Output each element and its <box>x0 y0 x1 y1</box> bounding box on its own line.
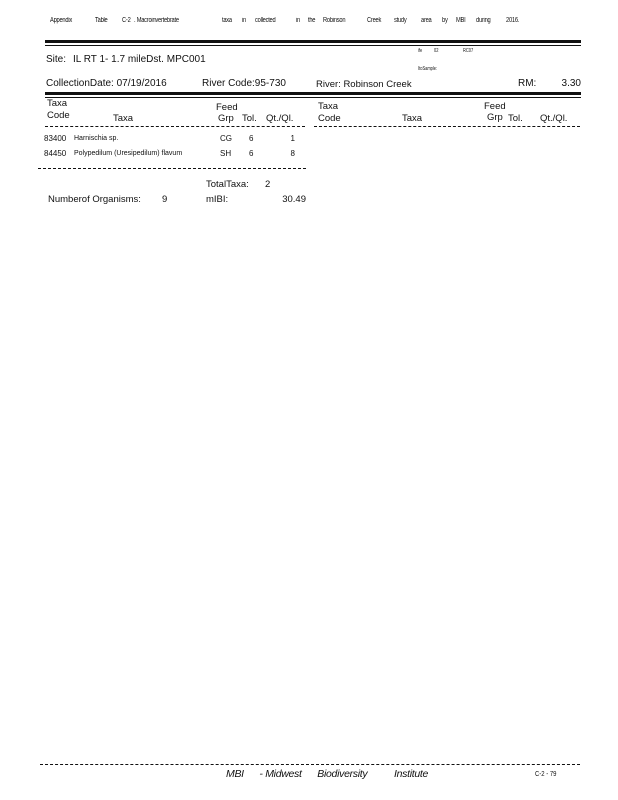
col-code-header: Code <box>47 110 70 121</box>
table-row-taxa: Polypedilum (Uresipedilum) flavum <box>74 150 183 157</box>
table-row-taxa: Harnischia sp. <box>74 135 119 142</box>
col-tol-header: Tol. <box>242 113 257 124</box>
caption-word: Robinson <box>323 17 346 24</box>
caption-word: C-2 <box>122 17 131 24</box>
caption-word: Appendix <box>50 17 72 24</box>
table-row-grp: CG <box>220 134 232 143</box>
caption-word: the <box>308 17 316 24</box>
mibi-label: mIBI: <box>206 194 229 205</box>
collection-date: CollectionDate: 07/19/2016 <box>46 78 167 89</box>
rm-label: RM: <box>518 78 537 89</box>
table-row-grp: SH <box>220 149 232 158</box>
meta-small-text: RC07 <box>463 48 474 54</box>
footer-title <box>226 768 441 780</box>
col-feed-header: Feed <box>216 102 238 113</box>
col-qt-header: Qt./Ql. <box>266 113 294 124</box>
river-name: River: Robinson Creek <box>316 79 412 90</box>
table-row-qt: 8 <box>290 149 295 158</box>
caption-word: by <box>442 17 448 24</box>
caption-word: . Macroinvertebrate <box>134 17 179 24</box>
site-label: Site: <box>46 54 67 65</box>
col-taxa-name-header: Taxa <box>402 113 423 124</box>
header-rule <box>45 40 581 43</box>
col-grp-header: Grp <box>218 113 234 124</box>
page-number: C-2 - 79 <box>535 771 557 778</box>
total-taxa-value: 2 <box>265 179 271 190</box>
caption-word: in <box>296 17 300 24</box>
caption-word: Table <box>95 17 108 24</box>
site-value: IL RT 1- 1.7 mileDst. MPC001 <box>73 54 206 65</box>
caption-word: during <box>476 17 491 24</box>
table-row-code: 84450 <box>44 149 67 158</box>
footer-word: MBI <box>226 768 244 780</box>
col-taxa-name-header: Taxa <box>113 113 134 124</box>
col-qt-header: Qt./Ql. <box>540 113 568 124</box>
meta-small-text: ItoSample: <box>418 66 438 72</box>
mibi-value: 30.49 <box>282 194 306 205</box>
footer-word: - Midwest <box>259 768 302 780</box>
info-rule <box>45 92 581 95</box>
rm-value: 3.30 <box>561 78 581 89</box>
col-code-header: Code <box>318 113 341 124</box>
header-dashed-rule <box>45 126 305 127</box>
table-row-qt: 1 <box>290 134 295 143</box>
col-taxa-header: Taxa <box>318 101 339 112</box>
table-row-tol: 6 <box>249 134 254 143</box>
header-dashed-rule <box>314 126 580 127</box>
info-rule-thin <box>45 97 581 98</box>
caption-word: in <box>242 17 246 24</box>
header-rule-thin <box>45 45 581 46</box>
caption-word: MBI <box>456 17 466 24</box>
table-row-code: 83400 <box>44 134 67 143</box>
river-code: River Code:95-730 <box>202 78 286 89</box>
caption-word: Creek <box>367 17 382 24</box>
caption-word: taxa <box>222 17 232 24</box>
total-taxa-label: TotalTaxa: <box>206 179 249 190</box>
caption-word: area <box>421 17 432 24</box>
meta-small-text: 02 <box>434 48 439 54</box>
col-grp-header: Grp <box>487 112 503 123</box>
caption-word: collected <box>255 17 276 24</box>
col-taxa-header: Taxa <box>47 98 68 109</box>
organisms-value: 9 <box>162 194 168 205</box>
rows-dashed-rule <box>38 168 306 169</box>
col-tol-header: Tol. <box>508 113 523 124</box>
caption-word: 2016. <box>506 17 520 24</box>
footer-word: Institute <box>393 768 429 780</box>
footer-word: Biodiversity <box>317 768 368 780</box>
caption-word: study <box>394 17 407 24</box>
organisms-label: Numberof Organisms: <box>48 194 141 205</box>
footer-dashed-rule <box>40 764 580 765</box>
table-row-tol: 6 <box>249 149 254 158</box>
meta-small-text: ife <box>418 48 423 54</box>
col-feed-header: Feed <box>484 101 506 112</box>
